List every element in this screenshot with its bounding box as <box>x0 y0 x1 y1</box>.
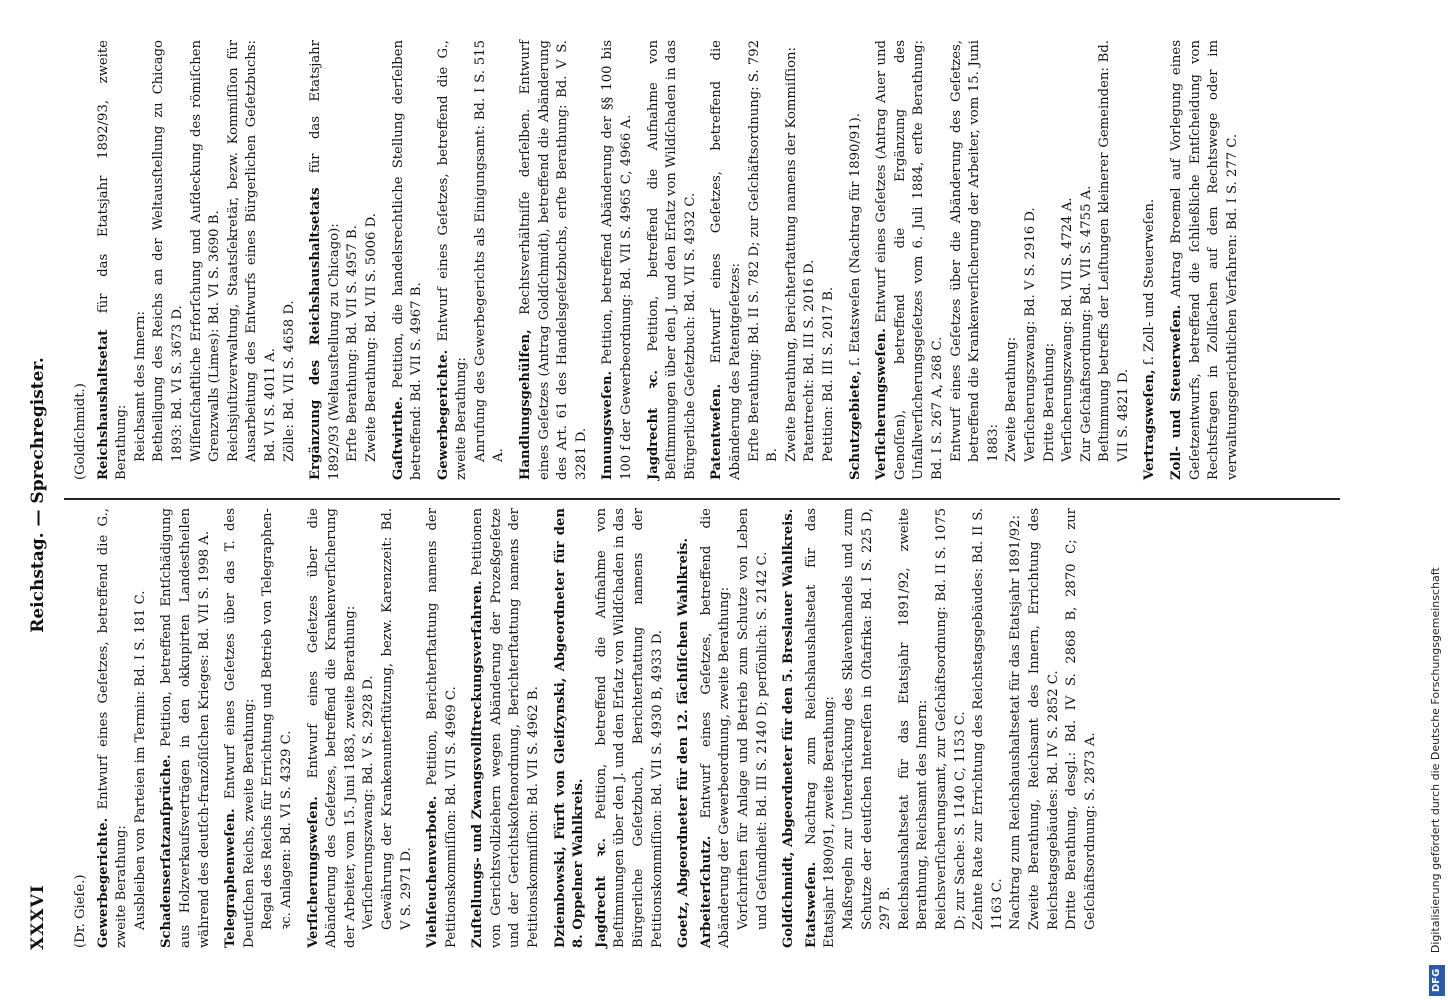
register-entry <box>390 40 427 480</box>
register-entry <box>593 508 667 948</box>
entry-text: Petitionen von Gerichtsvollziehern wegen Abänderung der Prozeßgeſetze und der Gerichtskoſtenordnung, Berichterſtattung namens der Petitionskommiſſion: Bd. VII S. 4962 B. <box>470 508 542 948</box>
entry-subitem: Zweite Berathung, Berichterſtattung namens der Kommiſſion: <box>783 47 799 462</box>
register-entry <box>698 508 772 948</box>
page-title: Reichstag. — Sprechregister. <box>28 357 48 633</box>
entry-heading: Etatsweſen. <box>803 861 819 948</box>
entry-subitem: Patentrecht: Bd. III S. 2016 D. <box>802 259 818 462</box>
entry-subitem: Beſtimmung betreffs der Leiſtungen kleinerer Gemeinden: Bd. VII S. 4821 D. <box>1097 40 1131 462</box>
entry-heading: Zoll- und Steuerweſen. <box>1169 304 1185 480</box>
entry-subitem: Anrufung des Gewerbegerichts als Einigungsamt: Bd. I S. 515 A. <box>472 40 507 462</box>
left-column <box>72 508 1340 948</box>
entry-text: Rechtsverhältniſſe derſelben. Entwurf eines Geſetzes (Antrag Goldſchmidt), betreffend die Abänderung des Art. 61 des Handelsgeſetzbuchs, erſte Berathung: Bd. V S. 3281 D. <box>518 40 589 480</box>
entry-subitem: Reichsverſicherungsamt, zur Geſchäftsordnung: Bd. II S. 1075 D; zur Sache: S. 1140 C, 1153 C. <box>933 508 968 930</box>
register-entry <box>469 508 543 948</box>
entry-heading: Patentweſen. <box>709 383 725 480</box>
speaker-entries <box>803 508 1101 948</box>
register-entry <box>95 40 300 480</box>
register-entry <box>1168 40 1242 480</box>
entry-heading: Verſicherungsweſen. <box>305 796 321 948</box>
continued-name: (Dr. Gieſe.) <box>73 874 88 948</box>
entry-heading: Verſicherungsweſen. <box>874 328 890 480</box>
entry-text: Petition, betreffend Entſchädigung aus Holzverkaufsverträgen in den okkupirten Landestheilen während des deutſch-franzöſiſchen Krieges: Bd. VII S. 1998 A. <box>159 508 212 948</box>
entry-subitem: Zur Geſchäftsordnung: Bd. VII S. 4755 A. <box>1078 185 1094 462</box>
entry-text: Petition, betreffend die Aufnahme von Beſtimmungen über den J. und den Erſatz von Wildſchaden in das Bürgerliche Geſetzbuch: Bd. VII S. 4932 C. <box>645 40 698 480</box>
page-header <box>22 40 58 950</box>
entry-heading: Zuſtellungs- und Zwangsvollſtreckungsverfahren. <box>470 580 486 948</box>
entry-subitem: Reichsamt des Innern: <box>132 311 148 462</box>
register-entry <box>222 508 296 948</box>
entry-heading: Schadenserſatzanſprüche. <box>159 754 175 948</box>
entry-subitem: Dritte Berathung: <box>1041 342 1057 462</box>
watermark-text: Digitalisierung gefördert durch die Deutsche Forschungsgemeinschaft <box>1429 567 1442 954</box>
entry-heading: Arbeiterſchutz. <box>698 835 714 948</box>
entry-subitem: Zweite Berathung, Reichsamt des Innern, Errichtung des Reichstagsgebäudes: Bd. IV S. 2852 C. <box>1026 508 1061 930</box>
register-entry <box>424 508 461 948</box>
entry-text: Entwurf eines Geſetzes, betreffend die Abänderung der Gewerbeordnung, zweite Berathung: <box>698 508 733 948</box>
entry-subitem: Verſicherungszwang: Bd. V S. 2916 D. <box>1022 207 1038 462</box>
register-entry <box>645 40 701 480</box>
entry-text: Petition, die handelsrechtliche Stellung derſelben betreffend: Bd. VII S. 4967 B. <box>390 39 425 480</box>
right-entries <box>95 40 1243 480</box>
entry-heading: Gewerbegerichte. <box>435 349 451 480</box>
entry-subitem: Betheiligung des Reichs an der Weltausſtellung zu Chicago 1893: Bd. VI S. 3673 D. <box>151 40 185 462</box>
entry-subitem: Erſte Berathung: Bd. VII S. 4957 B. <box>345 225 361 462</box>
register-entry <box>1141 40 1160 480</box>
entry-text: Petition, betreffend die Aufnahme von Beſtimmungen über den J. und den Erſatz von Wildſchaden in das Bürgerliche Geſetzbuch, Berichterſtattung namens der Petitionskommiſſion: Bd. VII S. 4930 B, 4933 D. <box>593 508 665 948</box>
register-entry <box>873 40 1133 480</box>
dfg-watermark <box>1400 6 1442 996</box>
entry-subitem: Nachtrag zum Reichshaushaltsetat für das Etatsjahr 1891/92: <box>1008 515 1024 930</box>
speaker-entries <box>698 508 772 948</box>
entry-heading: Gaſtwirthe. <box>390 396 406 480</box>
entry-text: für das Etatsjahr 1892/93, zweite Berathung: <box>95 40 130 480</box>
entry-subitem: Erſte Berathung: Bd. II S. 782 D; zur Geſchäftsordnung: S. 792 B. <box>746 40 781 462</box>
entry-heading: Ergänzung des Reichshaushaltsetats <box>308 187 324 480</box>
entry-heading: Telegraphenweſen. <box>223 808 239 948</box>
speaker-entries <box>593 508 667 948</box>
entry-subitem: Reichsjuſtizverwaltung, Staatsſekretär, bezw. Kommiſſion für Ausarbeitung des Entwurfs eines Bürgerlichen Geſetzbuchs: Bd. VI S. 4011 A. <box>225 40 278 462</box>
entry-text: Entwurf eines Geſetzes (Antrag Auer und Genoſſen), betreffend die Ergänzung des Unfallverſicherungsgeſetzes vom 6. Juli 1884, erſte Berathung: Bd. I S. 267 A, 268 C. <box>874 40 945 480</box>
entry-heading: Innungsweſen. <box>600 370 616 480</box>
entry-text: ſ. Etatsweſen (Nachtrag für 1890/91). <box>847 113 863 367</box>
entry-subitem: Verſicherungszwang: Bd. V S. 2928 D. <box>361 675 377 930</box>
entry-subitem: Zweite Berathung: <box>1004 336 1020 462</box>
entry-subitem: Reichshaushaltsetat für das Etatsjahr 1891/92, zweite Berathung, Reichsamt des Innern: <box>896 508 931 930</box>
entry-subitem: Gewährung der Krankenunterſtützung, bezw. Karenzzeit: Bd. V S. 2971 D. <box>379 508 414 930</box>
entry-text: Entwurf eines Geſetzes, betreffend die G., zweite Berathung: <box>435 40 470 480</box>
entry-subitem: Zehnte Rate zur Errichtung des Reichstagsgebäudes: Bd. II S. 1163 C. <box>971 508 1005 930</box>
register-entry <box>305 508 417 948</box>
entry-text: Petition, betreffend Abänderung der §§ 100 bis 100 f der Gewerbeordnung: Bd. VII S. 4965 C, 4966 A. <box>600 40 635 480</box>
left-entries <box>95 508 544 948</box>
entry-text: Entwurf eines Geſetzes, betreffend die G., zweite Berathung: <box>95 508 130 948</box>
entry-subitem: Petition: Bd. III S. 2017 B. <box>820 286 836 462</box>
entry-text: Nachtrag zum Reichshaushaltsetat für das Etatsjahr 1890/91, zweite Berathung: <box>803 508 838 948</box>
page-number: XXXVI <box>28 884 48 950</box>
entry-heading: Reichshaushaltsetat <box>95 329 111 480</box>
entry-subitem: Maßregeln zur Unterdrückung des Sklavenhandels und zum Schutze der deutſchen Intereſſen in Oſtafrika: Bd. I S. 225 D, 297 B. <box>840 508 894 930</box>
entry-subitem: Wiſſenſchaftliche Erforſchung und Aufdeckung des römiſchen Grenzwalls (Limes): Bd. VI S. 3690 B. <box>188 40 223 462</box>
speaker-heading: Goetz, Abgeordneter für den 12. ſächſiſchen Wahlkreis. <box>676 537 692 948</box>
register-entry <box>517 40 591 480</box>
entry-text: Antrag Broemel auf Vorlegung eines Geſetzentwurfs, betreffend die ſchließliche Entſcheidung von Rechtsfragen in Zollſachen auf dem Rechtswege oder im verwaltungsgerichtlichen Verfahren: Bd. I S. 277 C. <box>1169 40 1240 480</box>
speaker-heading: Goldſchmidt, Abgeordneter für den 5. Breslauer Wahlkreis. <box>781 508 797 948</box>
entry-heading: Vertragsweſen, <box>1142 369 1158 480</box>
entry-subitem: Ausbleiben von Parteien im Termin: Bd. I S. 181 C. <box>132 590 148 930</box>
entry-subitem: Entwurf eines Geſetzes über die Abänderung des Geſetzes, betreffend die Krankenverſicherung der Arbeiter, vom 15. Juni 1883: <box>948 40 1001 462</box>
entry-subitem: Zölle: Bd. VII S. 4658 D. <box>281 300 297 462</box>
register-entry <box>599 40 636 480</box>
register-entry <box>847 40 866 480</box>
entry-text: Entwurf eines Geſetzes, betreffend die Abänderung des Patentgeſetzes: <box>709 40 743 480</box>
entry-text: Entwurf eines Geſetzes über das T. des Deutſchen Reichs, zweite Berathung: <box>223 508 257 948</box>
entry-subitem: Dritte Berathung, desgl.: Bd. IV S. 2868 B, 2870 C; zur Geſchäftsordnung: S. 2873 A. <box>1064 508 1098 930</box>
entry-subitem: Vorſchriften für Anlage und Betrieb zum Schutze von Leben und Geſundheit: Bd. III S. 2140 D; perſönlich: S. 2142 C. <box>736 508 770 930</box>
register-entry <box>708 40 838 480</box>
entry-subitem: Verſicherungszwang: Bd. VII S. 4724 A. <box>1060 197 1076 462</box>
register-entry <box>158 508 214 948</box>
entry-heading: Gewerbegerichte. <box>95 817 111 948</box>
register-entry <box>95 508 151 948</box>
left-name-sections <box>552 508 1101 948</box>
entry-text: ſ. Zoll- und Steuerweſen. <box>1142 198 1158 366</box>
entry-text: Entwurf eines Geſetzes über die Abänderung des Geſetzes, betreffend die Krankenverſicherung der Arbeiter, vom 15. Juni 1883, zweite Berathung: <box>305 508 358 948</box>
entry-subitem: Regal des Reichs für Errichtung und Betrieb von Telegraphen- ꝛc. Anlagen: Bd. VI S. 4329 C. <box>260 508 294 930</box>
register-entry <box>307 40 381 480</box>
entry-text: Petition, Berichterſtattung namens der Petitionskommiſſion: Bd. VII S. 4969 C. <box>425 507 459 948</box>
column-divider <box>64 498 1340 500</box>
entry-text: für das Etatsjahr 1892/93 (Weltausſtellung zu Chicago): <box>308 40 342 480</box>
register-entry <box>435 40 509 480</box>
entry-heading: Jagdrecht ꝛc. <box>645 370 661 480</box>
entry-subitem: Zweite Berathung: Bd. VII S. 5006 D. <box>363 213 379 462</box>
entry-heading: Viehſeuchenverbote. <box>425 795 441 948</box>
continued-name: (Goldſchmidt.) <box>73 383 88 480</box>
speaker-heading: Dziembowski, Fürſt von Gleiſzynski, Abgeordneter für den 8. Oppelner Wahlkreis. <box>552 508 587 948</box>
entry-heading: Schutzgebiete, <box>847 370 863 480</box>
dfg-logo: DFG <box>1429 965 1445 996</box>
right-column <box>72 40 1340 480</box>
entry-heading: Handlungsgehülfen, <box>518 329 534 480</box>
entry-heading: Jagdrecht ꝛc. <box>593 838 609 948</box>
register-entry <box>803 508 1101 948</box>
